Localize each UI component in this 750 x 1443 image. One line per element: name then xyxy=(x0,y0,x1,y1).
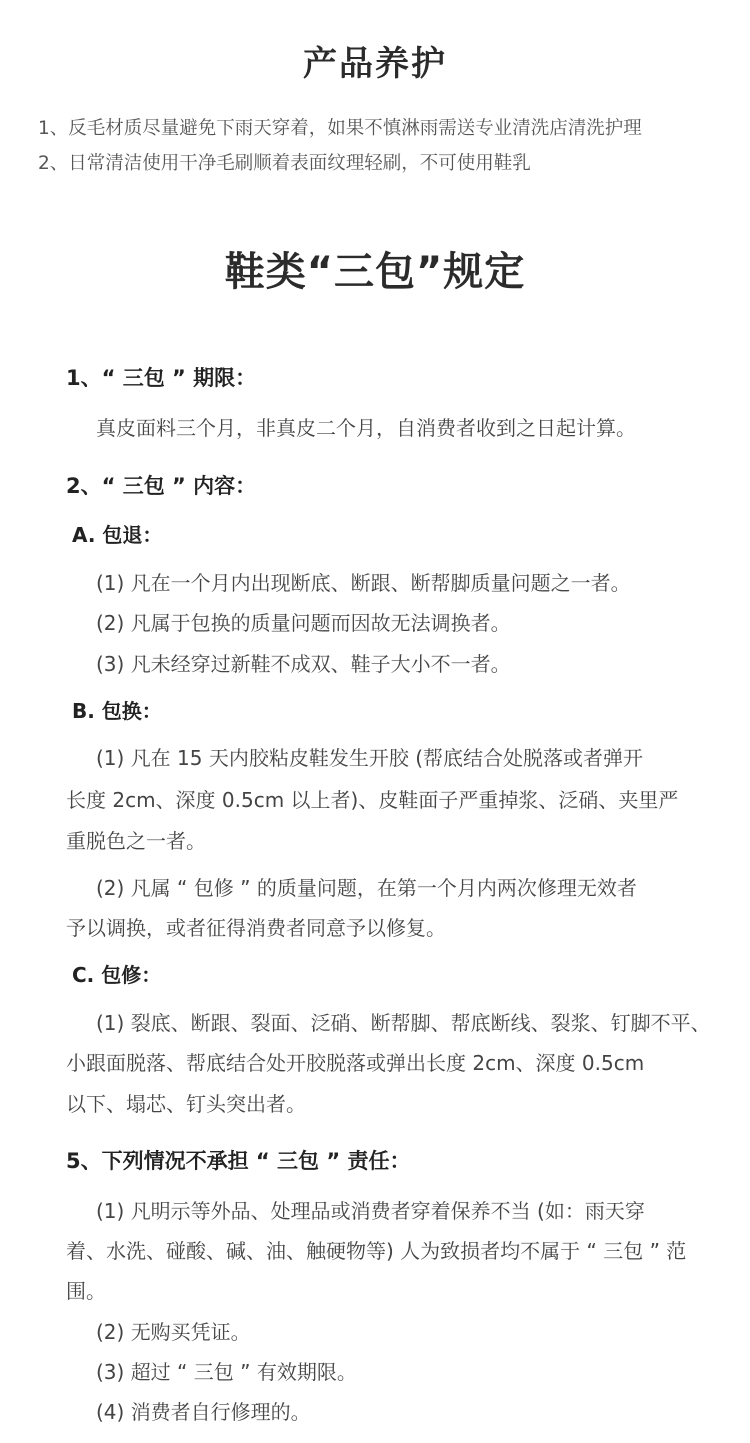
exclusion-item-1-line-3: 围。 xyxy=(66,1279,106,1303)
exchange-heading: B. 包换： xyxy=(72,699,162,723)
period-text: 真皮面料三个月，非真皮二个月，自消费者收到之日起计算。 xyxy=(96,416,636,440)
care-item-2: 2、日常清洁使用干净毛刷顺着表面纹理轻刷，不可使用鞋乳 xyxy=(38,153,531,174)
repair-item-1-line-2: 小跟面脱落、帮底结合处开胶脱落或弹出长度 2cm、深度 0.5cm xyxy=(66,1051,645,1075)
three-guarantees-title: 鞋类“三包”规定 xyxy=(224,249,526,295)
refund-item-2: (2) 凡属于包换的质量问题而因故无法调换者。 xyxy=(96,611,511,635)
exchange-item-1-line-2: 长度 2cm、深度 0.5cm 以上者)、皮鞋面子严重掉浆、泛硝、夹里严 xyxy=(66,788,679,812)
care-item-1: 1、反毛材质尽量避免下雨天穿着，如果不慎淋雨需送专业清洗店清洗护理 xyxy=(38,118,642,139)
product-care-title: 产品养护 xyxy=(303,44,447,84)
exclusion-item-1-line-1: (1) 凡明示等外品、处理品或消费者穿着保养不当 (如：雨天穿 xyxy=(96,1199,645,1223)
exchange-item-2-line-1: (2) 凡属 “ 包修 ” 的质量问题，在第一个月内两次修理无效者 xyxy=(96,876,637,900)
exchange-item-1-line-1: (1) 凡在 15 天内胶粘皮鞋发生开胶 (帮底结合处脱落或者弹开 xyxy=(96,746,644,770)
repair-item-1-line-3: 以下、塌芯、钉头突出者。 xyxy=(66,1092,306,1116)
exclusion-item-2: (2) 无购买凭证。 xyxy=(96,1320,251,1344)
repair-heading: C. 包修： xyxy=(72,963,162,987)
exclusion-item-3: (3) 超过 “ 三包 ” 有效期限。 xyxy=(96,1360,357,1384)
refund-heading: A. 包退： xyxy=(72,523,163,547)
repair-item-1-line-1: (1) 裂底、断跟、裂面、泛硝、断帮脚、帮底断线、裂浆、钉脚不平、 xyxy=(96,1011,711,1035)
exclusions-heading: 5、下列情况不承担 “ 三包 ” 责任： xyxy=(66,1149,411,1173)
period-heading: 1、“ 三包 ” 期限： xyxy=(66,366,257,390)
refund-item-1: (1) 凡在一个月内出现断底、断跟、断帮脚质量问题之一者。 xyxy=(96,571,631,595)
exchange-item-1-line-3: 重脱色之一者。 xyxy=(66,829,206,853)
content-heading: 2、“ 三包 ” 内容： xyxy=(66,474,257,498)
exchange-item-2-line-2: 予以调换，或者征得消费者同意予以修复。 xyxy=(66,916,446,940)
exclusion-item-1-line-2: 着、水洗、碰酸、碱、油、触硬物等) 人为致损者均不属于 “ 三包 ” 范 xyxy=(66,1239,687,1263)
refund-item-3: (3) 凡未经穿过新鞋不成双、鞋子大小不一者。 xyxy=(96,652,511,676)
exclusion-item-4: (4) 消费者自行修理的。 xyxy=(96,1400,311,1424)
